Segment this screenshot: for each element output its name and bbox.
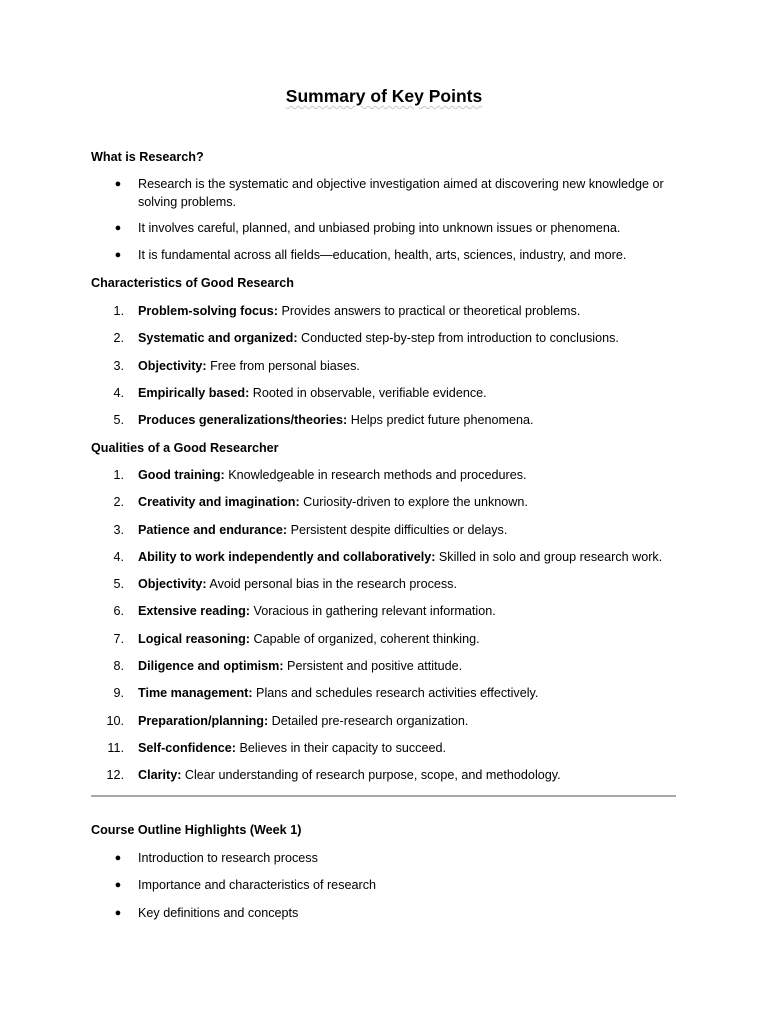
list-item-number: 4. [113, 549, 124, 564]
list-item [0, 603, 768, 630]
list-item-term: Time management: [138, 686, 253, 701]
list-item-number: 6. [113, 604, 124, 619]
heading-what-is-research: What is Research? [91, 150, 204, 164]
list-item-description: Detailed pre-research organization. [268, 713, 469, 728]
list-item-text: It is fundamental across all fields—education, health, arts, sciences, industry, and more. [138, 247, 627, 262]
list-item-text [138, 549, 670, 567]
list-item-number: 11. [107, 740, 124, 755]
list-item-text [138, 385, 670, 403]
list-item [0, 412, 768, 439]
list-item-text: Introduction to research process [138, 851, 318, 865]
list-item-description: Clear understanding of research purpose, scope, and methodology. [181, 768, 561, 783]
list-item [0, 740, 768, 767]
list-item-description: Conducted step-by-step from introduction to conclusions. [297, 331, 619, 346]
list-item-term: Creativity and imagination: [138, 495, 300, 510]
list-item-description: Skilled in solo and group research work. [435, 549, 663, 564]
list-item [0, 467, 768, 494]
list-item-number: 2. [113, 495, 124, 510]
heading-qualities: Qualities of a Good Researcher [91, 441, 279, 455]
list-item-text [138, 767, 670, 785]
heading-characteristics: Characteristics of Good Research [91, 276, 294, 290]
list-item-text [138, 522, 670, 540]
list-item-text [138, 330, 670, 348]
list-item-term: Objectivity: [138, 358, 207, 373]
list-item-text [138, 631, 670, 649]
list-item [0, 850, 768, 877]
list-item-description: Persistent and positive attitude. [283, 659, 463, 674]
bullet-icon: ● [114, 852, 122, 864]
list-what-is-research [0, 176, 768, 264]
list-item-text [138, 685, 670, 703]
list-item [0, 330, 768, 357]
list-item-term: Patience and endurance: [138, 522, 288, 537]
list-item-description: Persistent despite difficulties or delays. [287, 522, 508, 537]
list-item [0, 576, 768, 603]
list-item-number: 3. [113, 522, 124, 537]
bullet-icon: ● [114, 248, 122, 261]
bullet-icon: ● [114, 178, 122, 190]
list-item-term: Empirically based: [138, 385, 250, 400]
list-item-description: Free from personal biases. [206, 358, 360, 373]
list-item-description: Rooted in observable, verifiable evidence. [249, 385, 487, 400]
list-item-number: 8. [113, 659, 124, 674]
list-item [0, 658, 768, 685]
list-item-description: Plans and schedules research activities effectively. [252, 686, 539, 701]
heading-course-outline: Course Outline Highlights (Week 1) [91, 823, 302, 837]
list-item-description: Voracious in gathering relevant information. [250, 604, 496, 619]
list-item [0, 247, 768, 265]
list-item [0, 713, 768, 740]
list-item-description: Helps predict future phenomena. [347, 413, 534, 428]
list-item-number: 12. [106, 768, 124, 783]
list-item-text [138, 494, 670, 512]
list-item-number: 3. [113, 358, 124, 373]
list-item-description: Capable of organized, coherent thinking. [249, 631, 480, 646]
list-item [0, 303, 768, 330]
list-item-text: Research is the systematic and objective investigation aimed at discovering new knowledge or solving problems. [138, 177, 664, 209]
list-item [0, 522, 768, 549]
list-item-number: 1. [113, 468, 124, 482]
list-item-text [138, 576, 670, 594]
bullet-icon: ● [114, 906, 122, 919]
list-item [0, 685, 768, 712]
list-characteristics [0, 303, 768, 439]
list-item-text [138, 740, 670, 758]
list-item-description: Avoid personal bias in the research process. [206, 577, 457, 592]
list-item-description: Curiosity-driven to explore the unknown. [299, 495, 528, 510]
list-item-number: 2. [113, 331, 124, 346]
list-item [0, 631, 768, 658]
list-item [0, 905, 768, 932]
list-item-number: 4. [113, 385, 124, 400]
list-item-text: Importance and characteristics of research [138, 878, 376, 893]
list-item [0, 220, 768, 238]
list-item-term: Logical reasoning: [138, 631, 250, 646]
list-item [0, 176, 768, 211]
list-item [0, 877, 768, 904]
list-item-term: Preparation/planning: [138, 713, 269, 728]
horizontal-divider [91, 795, 676, 797]
list-item-term: Objectivity: [138, 577, 207, 592]
list-item-description: Believes in their capacity to succeed. [235, 740, 446, 755]
list-item-number: 9. [113, 686, 124, 701]
list-item-text [138, 303, 670, 321]
list-item-description: Provides answers to practical or theoretical problems. [277, 304, 581, 318]
list-item-text [138, 467, 670, 485]
list-course-outline [0, 850, 768, 932]
list-item-term: Diligence and optimism: [138, 659, 284, 674]
list-item-number: 7. [113, 631, 124, 646]
list-item-text [138, 658, 670, 676]
list-item [0, 494, 768, 521]
list-item-text [138, 412, 670, 430]
bullet-icon: ● [114, 879, 122, 892]
list-item-term: Extensive reading: [138, 604, 250, 619]
list-item-number: 10. [106, 713, 124, 728]
list-item-number: 5. [113, 577, 124, 592]
list-item-number: 5. [113, 413, 124, 428]
list-item [0, 549, 768, 576]
document-title [0, 86, 768, 107]
list-item-text [138, 603, 670, 621]
bullet-icon: ● [114, 222, 122, 234]
list-qualities [0, 467, 768, 795]
list-item-term: Good training: [138, 468, 225, 482]
list-item-text [138, 358, 670, 376]
list-item-description: Knowledgeable in research methods and procedures. [224, 468, 527, 482]
list-item-text [138, 713, 670, 731]
list-item-text: Key definitions and concepts [138, 905, 299, 920]
list-item-term: Produces generalizations/theories: [138, 413, 348, 428]
list-item-term: Self-confidence: [138, 740, 236, 755]
list-item [0, 358, 768, 385]
list-item-text: It involves careful, planned, and unbiased probing into unknown issues or phenomena. [138, 221, 621, 235]
title-text: Summary of Key Points [285, 86, 483, 106]
list-item [0, 385, 768, 412]
list-item-number: 1. [113, 304, 124, 318]
list-item-term: Ability to work independently and collaboratively: [138, 549, 436, 564]
list-item [0, 767, 768, 794]
list-item-term: Clarity: [138, 768, 182, 783]
list-item-term: Systematic and organized: [138, 331, 298, 346]
list-item-term: Problem-solving focus: [138, 304, 278, 318]
